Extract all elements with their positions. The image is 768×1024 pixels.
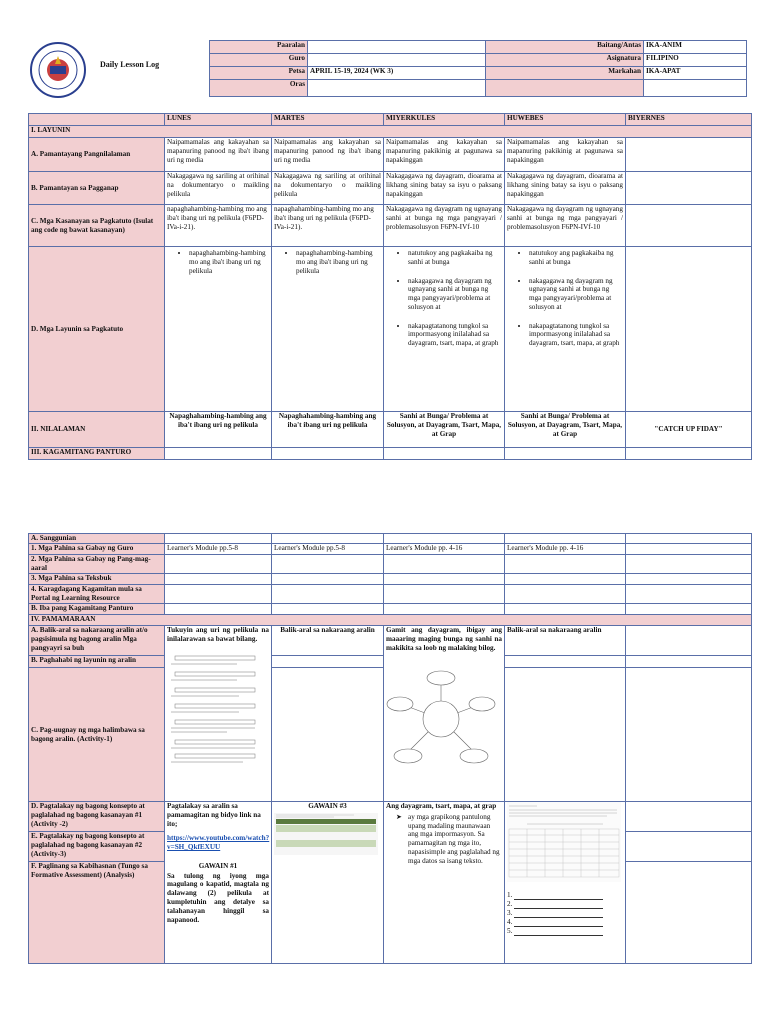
row-label-c: C. Mga Kasanayan sa Pagkatuto (Isulat ang code ng bawat kasanayan) [29,205,165,247]
gawain-3-table-image [274,813,378,855]
page-title: Daily Lesson Log [100,60,160,69]
answer-line[interactable] [514,909,603,918]
pd-miyerkules [384,802,505,964]
oras-label: Oras [210,80,308,97]
markahan-value: IKA-APAT [644,67,747,80]
cell-c-huwebes: Nakagagawa ng dayagram ng ugnayang sanhi at bunga ng mga pangyayari / problemasolusyon F6PN-IVf-10 [505,205,626,247]
pa-miyerkules [384,626,505,802]
paaralan-value[interactable] [308,41,486,54]
answer-line[interactable] [514,927,603,936]
s1-lunes: Learner's Module pp.5-8 [165,544,272,555]
cell-d-lunes [165,247,272,412]
cell-d-miyerkules [384,247,505,412]
pc-label: C. Pag-uugnay ng mga halimbawa sa bagong aralin. (Activity-1) [29,668,165,802]
cell-b-lunes: Nakagagawa ng sariling at orihinal na dokumentaryo o maikling pelikula [165,172,272,205]
list-item: • nakapagtatanong tungkol sa impormasyong inilalahad sa dayagram, tsart, mapa, at graph [529,322,623,348]
guro-label: Guro [210,54,308,67]
cell-b-martes: Nakagagawa ng sariling at orihinal na dokumentaryo o maikling pelikula [272,172,384,205]
row-label-d: D. Mga Layunin sa Pagkatuto [29,247,165,412]
cell-b-huwebes: Nakagagawa ng dayagram, dioarama at likhang sining batay sa isyu o paksang napakinggan [505,172,626,205]
answer-line[interactable] [514,891,603,900]
cell-a-huwebes: Naipamamalas ang kakayahan sa mapanuring pakikinig at pagunawa sa napakinggan [505,138,626,172]
cell-n-huwebes: Sanhi at Bunga/ Problema at Solusyon, at Dayagram, Tsart, Mapa, at Grap [505,412,626,448]
lesson-table-1 [28,113,752,460]
s1-biyernes [626,544,752,555]
pa-lunes [165,626,272,802]
cell-k-huwebes [505,448,626,460]
answer-line[interactable] [514,918,603,927]
deped-seal [30,42,86,98]
s1-huwebes: Learner's Module pp. 4-16 [505,544,626,555]
cell-k-lunes [165,448,272,460]
pd-label: D. Pagtalakay ng bagong konsepto at paglalahad ng bagong kasanayan #1 (Activity -2) [29,802,165,832]
pd-wed-title: Ang dayagram, tsart, mapa, at grap [386,802,497,810]
lesson-table-2 [28,533,752,964]
gawain-1-text: Sa tulong ng iyong mga magulang o kapatid, magtala ng dalawang (2) pelikula at kumpletuhin ang detalye sa talahanayan hinggil sa napanood. [167,871,269,924]
s1-miyerkules: Learner's Module pp. 4-16 [384,544,505,555]
cell-c-biyernes [626,205,752,247]
pa-lunes-text: Tukuyin ang uri ng pelikula na inilalarawan sa bawat bilang. [167,626,269,643]
header-table [209,40,747,97]
cell-n-miyerkules: Sanhi at Bunga/ Problema at Solusyon, at Dayagram, Tsart, Mapa, at Grap [384,412,505,448]
day-lunes: LUNES [165,114,272,126]
pf-label: F. Paglinang sa Kabihasnan (Tungo sa Formative Assessment) (Analysis) [29,862,165,964]
pa-label: A. Balik-aral sa nakaraang aralin at/o pagsisimula ng bagong aralin Mga pangyayri sa buh [29,626,165,656]
s4-label: 4. Karagdagang Kagamitan mula sa Portal ng Learning Resource [29,585,165,604]
section-kagamitan: III. KAGAMITANG PANTURO [29,448,165,460]
list-item: • natutukoy ang pagkakaiba ng sanhi at bunga [408,249,502,267]
cell-b-miyerkules: Nakagagawa ng dayagram, dioarama at likhang sining batay sa isyu o paksang napakinggan [384,172,505,205]
baitang-value: IKA-ANIM [644,41,747,54]
cell-a-biyernes [626,138,752,172]
answer-number: 4. [507,917,513,926]
markahan-label: Markahan [486,67,644,80]
list-item: • napaghahambing-hambing mo ang iba't ibang uri ng pelikula [189,249,269,275]
cell-n-martes: Napaghahambing-hambing ang iba't ibang uri ng pelikula [272,412,384,448]
cell-a-martes: Naipamamalas ang kakayahan sa mapanuring panood ng iba't ibang uri ng media [272,138,384,172]
cell-n-biyernes: "CATCH UP FIDAY" [626,412,752,448]
arrow-bullet-icon: ➤ [396,812,403,821]
row-label-a: A. Pamantayang Pangnilalaman [29,138,165,172]
gawain-3-title: GAWAIN #3 [308,802,347,810]
row-label-b: B. Pamantayan sa Pagganap [29,172,165,205]
sanggunian-label: A. Sanggunian [29,534,165,544]
paaralan-label: Paaralan [210,41,308,54]
day-huwebes: HUWEBES [505,114,626,126]
pb-label: B. Paghahabi ng layunin ng aralin [29,656,165,668]
asignatura-value: FILIPINO [644,54,747,67]
petsa-value: APRIL 15-19, 2024 (WK 3) [308,67,486,80]
day-martes: MARTES [272,114,384,126]
cause-effect-diagram [386,664,496,774]
list-item: • natutukoy ang pagkakaiba ng sanhi at bunga [529,249,623,267]
cell-c-miyerkules: Nakagagawa ng dayagram ng ugnayang sanhi at bunga ng mga pangyayari / problemasolusyon F6PN-IVf-10 [384,205,505,247]
list-item: • napaghahambing-hambing mo ang iba't ibang uri ng pelikula [296,249,381,275]
section-nilalaman: II. NILALAMAN [29,412,165,448]
day-biyernes: BIYERNES [626,114,752,126]
s3-label: 3. Mga Pahina sa Teksbuk [29,574,165,585]
oras-value[interactable] [308,80,486,97]
pa-miyerkules-text: Gamit ang dayagram, ibigay ang maaaring maging bunga ng sanhi na makikita sa loob ng malaking bilog. [386,626,502,652]
baitang-label: Baitang/Antas [486,41,644,54]
day-miyerkules: MIYERKULES [384,114,505,126]
list-item: • nakapagtatanong tungkol sa impormasyong inilalahad sa dayagram, tsart, mapa, at graph [408,322,502,348]
cell-b-biyernes [626,172,752,205]
pa-huwebes: Balik-aral sa nakaraang aralin [505,626,626,656]
list-item: • nakagagawa ng dayagram ng ugnayang sanhi at bunga ng mga pangyayari/problema at solusyon at [408,277,502,312]
answer-number: 1. [507,890,513,899]
cell-d-huwebes [505,247,626,412]
cell-a-miyerkules: Naipamamalas ang kakayahan sa mapanuring pakikinig at pagunawa sa napakinggan [384,138,505,172]
s1-label: 1. Mga Pahina sa Gabay ng Guro [29,544,165,555]
corner-cell [29,114,165,126]
section-layunin: I. LAYUNIN [29,126,752,138]
cell-a-lunes: Naipamamalas ang kakayahan sa mapanuring panood ng iba't ibang uri ng media [165,138,272,172]
youtube-link[interactable]: https://www.youtube.com/watch?v=SH_QkfEXUU [167,834,270,852]
cell-c-martes: napaghahambing-hambing mo ang iba't ibang uri ng pelikula (F6PD-IVa-i-21). [272,205,384,247]
s5-label: B. Iba pang Kagamitang Panturo [29,604,165,615]
s1-martes: Learner's Module pp.5-8 [272,544,384,555]
s2-label: 2. Mga Pahina sa Gabay ng Pang-mag-aaral [29,555,165,574]
petsa-label: Petsa [210,67,308,80]
answer-number: 5. [507,926,513,935]
list-item: • nakagagawa ng dayagram ng ugnayang sanhi at bunga ng mga pangyayari/problema at solusyon at [529,277,623,312]
pa-martes: Balik-aral sa nakaraang aralin [272,626,384,656]
cell-n-lunes: Napaghahambing-hambing ang iba't ibang uri ng pelikula [165,412,272,448]
answer-number: 3. [507,908,513,917]
gawain-1-title: GAWAIN #1 [198,861,238,870]
pd-biyernes [626,802,752,832]
pd-martes [272,802,384,964]
cell-d-biyernes [626,247,752,412]
pe-label: E. Pagtalakay ng bagong konsepto at paglalahad ng bagong kasanayan #2 (Activity-3) [29,832,165,862]
section-pamamaraan: IV. PAMAMARAAN [29,615,752,626]
cell-k-biyernes [626,448,752,460]
pd-lunes [165,802,272,964]
answer-line[interactable] [514,900,603,909]
data-table-image [507,802,621,882]
blank-label [486,80,644,97]
pd-wed-text: ay mga grapikong pantulong upang madaling maunawaan ang mga impormasyon. Sa pamamagitan ng mga ito, napasisimple ang paglalahad ng mga datos sa isang teksto. [408,812,500,865]
guro-value[interactable] [308,54,486,67]
asignatura-label: Asignatura [486,54,644,67]
cell-c-lunes: napaghahambing-hambing mo ang iba't ibang uri ng pelikula (F6PD-IVa-i-21). [165,205,272,247]
cell-k-martes [272,448,384,460]
pa-biyernes [626,626,752,656]
pd-huwebes [505,802,626,964]
worksheet-image [167,650,263,770]
pd-lunes-intro: Pagtalakay sa aralin sa pamamagitan ng bidyo link na ito; [167,802,261,828]
cell-d-martes [272,247,384,412]
answer-number: 2. [507,899,513,908]
blank-value [644,80,747,97]
cell-k-miyerkules [384,448,505,460]
